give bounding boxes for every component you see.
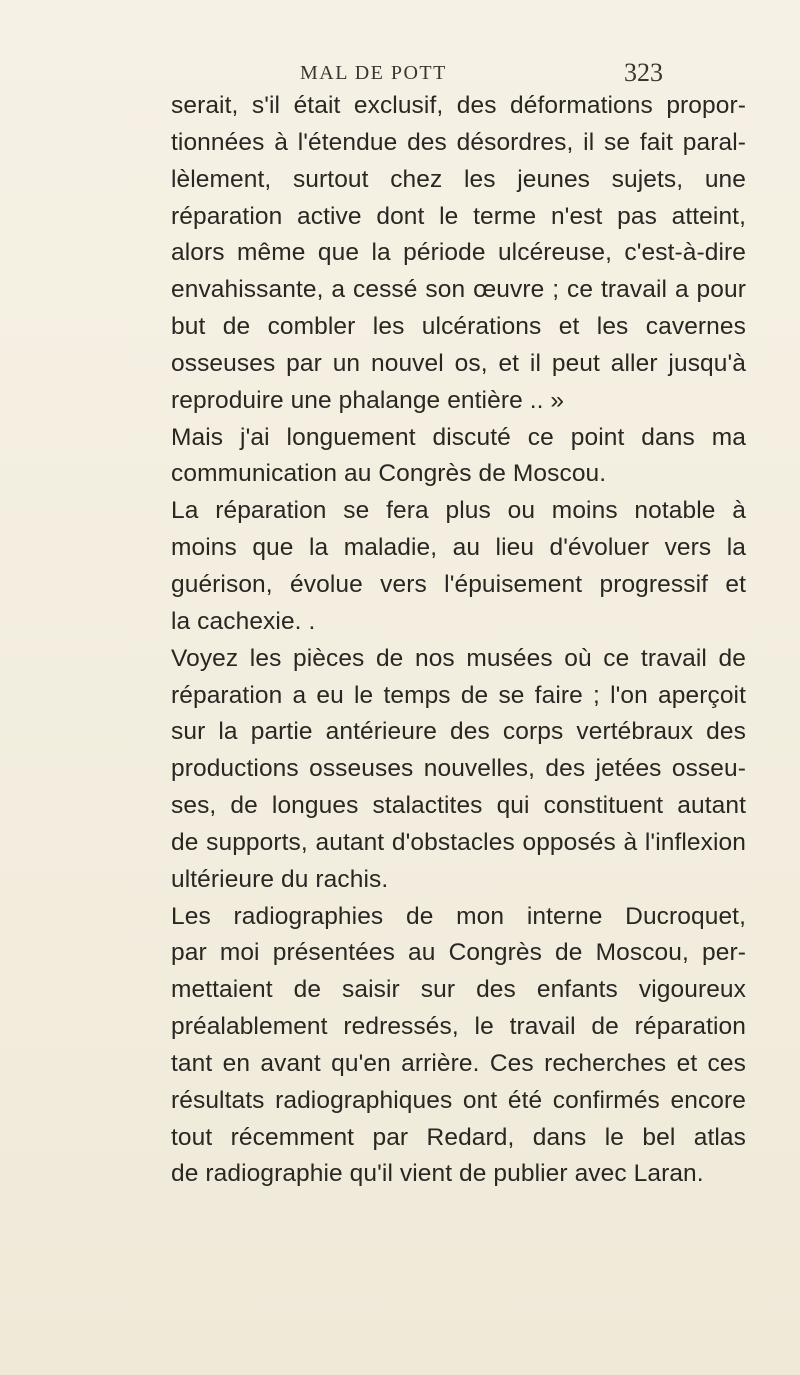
text-line: sur la partie antérieure des corps vertébraux des: [171, 718, 746, 746]
text-line: préalablement redressés, le travail de réparation: [171, 1013, 746, 1041]
text-line: de supports, autant d'obstacles opposés à l'inflexion: [171, 828, 746, 856]
text-line: guérison, évolue vers l'épuisement progressif et: [171, 570, 746, 598]
text-line: Mais j'ai longuement discuté ce point dans ma: [171, 423, 746, 451]
text-line: alors même que la période ulcéreuse, c'est-à-dire: [171, 239, 746, 267]
text-line: Les radiographies de mon interne Ducroquet,: [171, 902, 746, 930]
text-line: osseuses par un nouvel os, et il peut aller jusqu'à: [171, 349, 746, 377]
running-title: MAL DE POTT: [300, 62, 447, 84]
text-line: ses, de longues stalactites qui constituent autant: [171, 792, 746, 820]
text-line: tout récemment par Redard, dans le bel atlas: [171, 1123, 746, 1151]
text-line: envahissante, a cessé son œuvre ; ce travail a pour: [171, 276, 746, 304]
text-line: ultérieure du rachis.: [171, 865, 389, 893]
text-line: la cachexie. .: [171, 607, 316, 635]
text-line: résultats radiographiques ont été confirmés encore: [171, 1086, 746, 1114]
page-number: 323: [624, 58, 663, 87]
text-line: réparation a eu le temps de se faire ; l'on aperçoit: [171, 681, 746, 709]
text-line: serait, s'il était exclusif, des déformations propor-: [171, 92, 746, 119]
body-text: [171, 88, 746, 1193]
text-line: moins que la maladie, au lieu d'évoluer vers la: [171, 534, 746, 562]
text-line: par moi présentées au Congrès de Moscou, per-: [171, 939, 746, 967]
text-line: La réparation se fera plus ou moins notable à: [171, 497, 746, 525]
text-line: lèlement, surtout chez les jeunes sujets, une: [171, 165, 746, 193]
text-line: tant en avant qu'en arrière. Ces recherches et ces: [171, 1049, 746, 1077]
text-line: tionnées à l'étendue des désordres, il se fait paral-: [171, 128, 746, 156]
text-line: communication au Congrès de Moscou.: [171, 460, 607, 488]
text-line: réparation active dont le terme n'est pas atteint,: [171, 202, 746, 230]
text-line: productions osseuses nouvelles, des jetées osseu-: [171, 755, 746, 783]
text-line: reproduire une phalange entière .. »: [171, 386, 565, 414]
text-line: mettaient de saisir sur des enfants vigoureux: [171, 976, 746, 1004]
text-line: Voyez les pièces de nos musées où ce travail de: [171, 644, 746, 672]
text-line: but de combler les ulcérations et les cavernes: [171, 313, 746, 341]
text-line: de radiographie qu'il vient de publier avec Laran.: [171, 1160, 704, 1188]
